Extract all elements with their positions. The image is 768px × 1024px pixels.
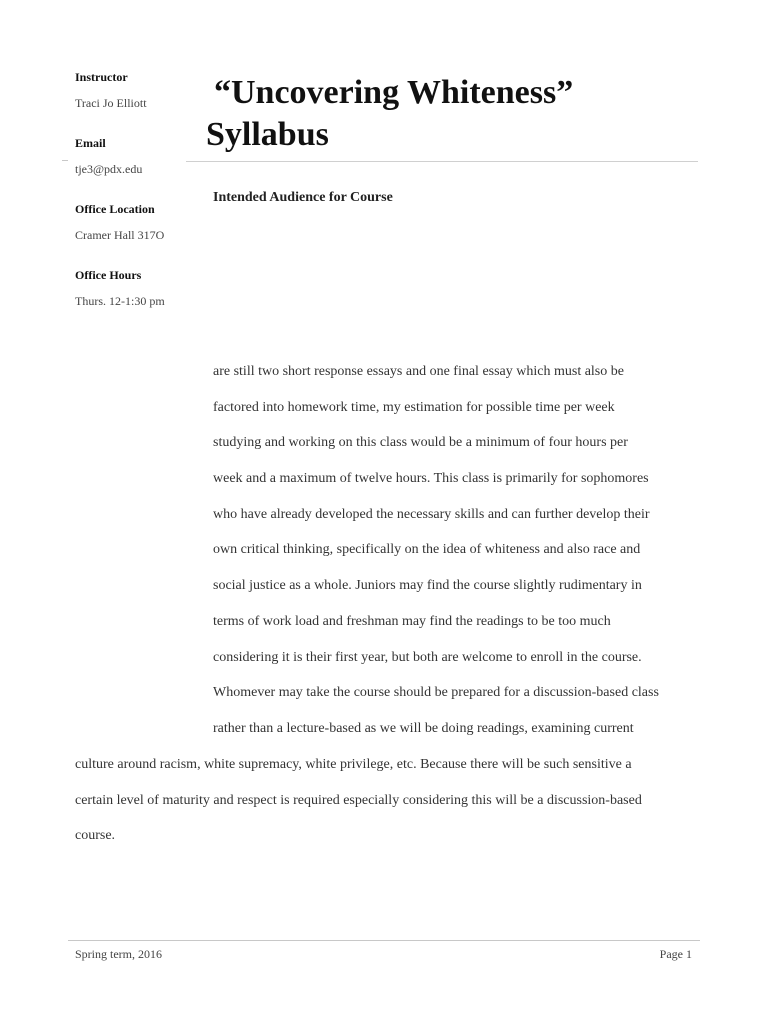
office-hours-value: Thurs. 12-1:30 pm bbox=[75, 294, 165, 308]
body-line: studying and working on this class would be a minimum of four hours per bbox=[213, 435, 628, 450]
body-line: week and a maximum of twelve hours. This class is primarily for sophomores bbox=[213, 471, 649, 486]
instructor-name: Traci Jo Elliott bbox=[75, 96, 147, 110]
body-line: rather than a lecture-based as we will be doing readings, examining current bbox=[213, 721, 634, 736]
body-line: own critical thinking, specifically on the idea of whiteness and also race and bbox=[213, 542, 641, 557]
margin-tick bbox=[62, 160, 68, 161]
email-value[interactable]: tje3@pdx.edu bbox=[75, 162, 143, 176]
footer-divider bbox=[68, 940, 700, 941]
document-title bbox=[206, 72, 666, 156]
footer-page-number: Page 1 bbox=[659, 947, 692, 961]
body-line: considering it is their first year, but both are welcome to enroll in the course. bbox=[213, 650, 642, 665]
email-block bbox=[75, 136, 195, 176]
instructor-block bbox=[75, 70, 195, 110]
office-hours-block bbox=[75, 268, 195, 308]
email-label: Email bbox=[75, 136, 106, 150]
instructor-label: Instructor bbox=[75, 70, 128, 84]
office-location-block bbox=[75, 202, 195, 242]
office-location-label: Office Location bbox=[75, 202, 155, 216]
office-location-value: Cramer Hall 317O bbox=[75, 228, 165, 242]
section-heading: Intended Audience for Course bbox=[213, 190, 393, 205]
body-line: social justice as a whole. Juniors may find the course slightly rudimentary in bbox=[213, 578, 642, 593]
body-line: who have already developed the necessary skills and can further develop their bbox=[213, 507, 650, 522]
title-line-1: “Uncovering Whiteness” bbox=[214, 74, 574, 111]
sidebar bbox=[75, 70, 195, 334]
office-hours-label: Office Hours bbox=[75, 268, 142, 282]
body-line: factored into homework time, my estimation for possible time per week bbox=[213, 400, 615, 415]
body-line: are still two short response essays and one final essay which must also be bbox=[213, 364, 624, 379]
body-line: course. bbox=[75, 828, 116, 843]
body-line: Whomever may take the course should be prepared for a discussion-based class bbox=[213, 685, 659, 700]
body-line: terms of work load and freshman may find the readings to be too much bbox=[213, 614, 611, 629]
title-divider bbox=[186, 161, 698, 162]
body-line: culture around racism, white supremacy, white privilege, etc. Because there will be such sensitive a bbox=[75, 757, 632, 772]
body-line: certain level of maturity and respect is required especially considering this will be a discussion-based bbox=[75, 793, 642, 808]
footer-term: Spring term, 2016 bbox=[75, 947, 162, 961]
title-line-2: Syllabus bbox=[206, 116, 329, 153]
